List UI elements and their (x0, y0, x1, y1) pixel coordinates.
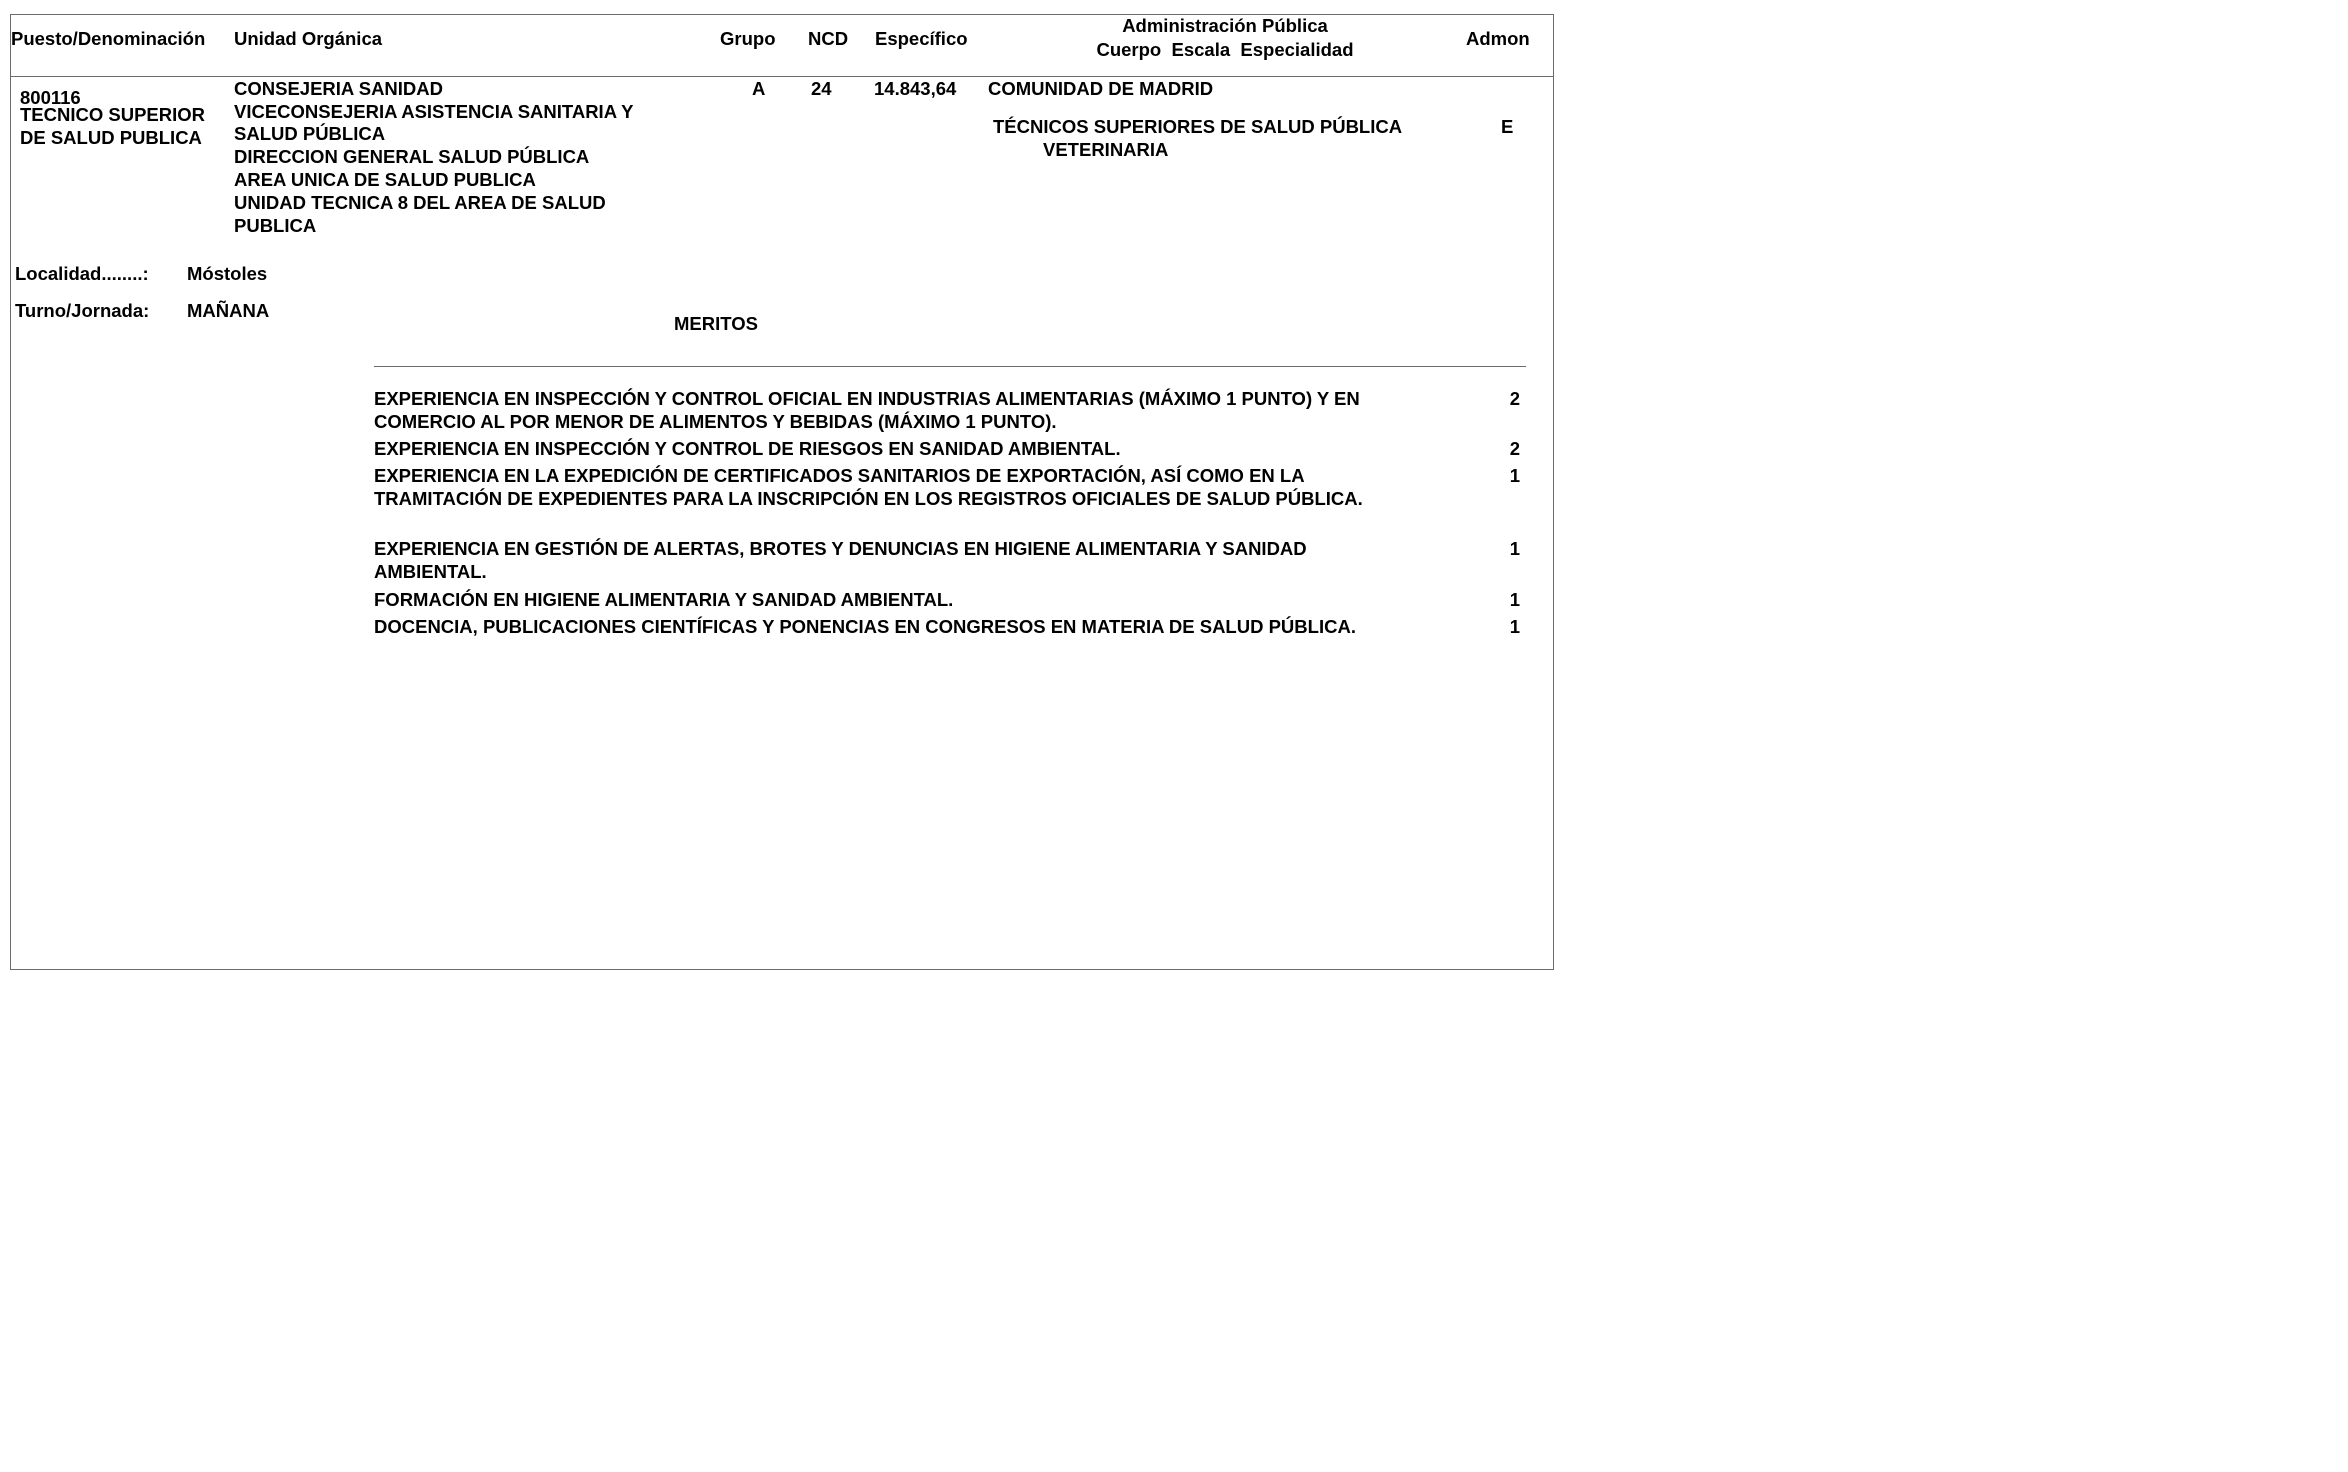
merito-item-6: DOCENCIA, PUBLICACIONES CIENTÍFICAS Y PONENCIAS EN CONGRESOS EN MATERIA DE SALUD PÚBLICA. (374, 616, 1356, 637)
merito-item-1: EXPERIENCIA EN INSPECCIÓN Y CONTROL OFICIAL EN INDUSTRIAS ALIMENTARIAS (MÁXIMO 1 PUNTO) Y EN COMERCIO AL POR MENOR DE ALIMENTOS Y BEBIDAS (MÁXIMO 1 PUNTO). (374, 388, 1360, 432)
merito-item-3: EXPERIENCIA EN LA EXPEDICIÓN DE CERTIFICADOS SANITARIOS DE EXPORTACIÓN, ASÍ COMO EN LA TRAMITACIÓN DE EXPEDIENTES PARA LA INSCRIPCIÓN EN LOS REGISTROS OFICIALES DE SALUD PÚBLICA. (374, 465, 1363, 509)
meritos-title: MERITOS (674, 313, 758, 334)
merito-score-3: 1 (1509, 465, 1520, 486)
header-cuerpo-escala: Cuerpo Escala Especialidad (1096, 39, 1354, 60)
header-especifico: Específico (875, 28, 968, 49)
merito-item-2: EXPERIENCIA EN INSPECCIÓN Y CONTROL DE RIESGOS EN SANIDAD AMBIENTAL. (374, 438, 1121, 459)
header-ncd: NCD (808, 28, 849, 49)
merito-score-5: 1 (1509, 589, 1520, 610)
localidad-value: Móstoles (187, 263, 268, 284)
merito-score-2: 2 (1509, 438, 1520, 459)
merito-score-4: 1 (1509, 538, 1520, 559)
localidad-label: Localidad........: (15, 263, 149, 284)
merito-score-1: 2 (1509, 388, 1520, 409)
unidad-organica-line-5: AREA UNICA DE SALUD PUBLICA (234, 169, 536, 190)
merito-item-5: FORMACIÓN EN HIGIENE ALIMENTARIA Y SANIDAD AMBIENTAL. (374, 589, 954, 610)
unidad-organica-line-3: SALUD PÚBLICA (234, 123, 386, 144)
puesto-denominacion-line-1: TECNICO SUPERIOR (20, 104, 206, 125)
admon-value: E (1501, 116, 1514, 137)
especialidad-value: VETERINARIA (1043, 139, 1169, 160)
unidad-organica-line-2: VICECONSEJERIA ASISTENCIA SANITARIA Y (234, 101, 634, 122)
merito-item-4: EXPERIENCIA EN GESTIÓN DE ALERTAS, BROTES Y DENUNCIAS EN HIGIENE ALIMENTARIA Y SANIDAD AMBIENTAL. (374, 538, 1307, 582)
header-unidad: Unidad Orgánica (234, 28, 383, 49)
header-grupo: Grupo (720, 28, 776, 49)
especifico-value: 14.843,64 (874, 78, 957, 99)
unidad-organica-line-7: PUBLICA (234, 215, 317, 236)
ncd-value: 24 (811, 78, 832, 99)
header-puesto: Puesto/Denominación (11, 28, 206, 49)
header-admon: Admon (1466, 28, 1530, 49)
cuerpo-value: TÉCNICOS SUPERIORES DE SALUD PÚBLICA (993, 116, 1403, 137)
administracion-value: COMUNIDAD DE MADRID (988, 78, 1214, 99)
grupo-value: A (752, 78, 766, 99)
header-admin-publica: Administración Pública (1122, 15, 1328, 36)
unidad-organica-line-1: CONSEJERIA SANIDAD (234, 78, 444, 99)
turno-value: MAÑANA (187, 300, 270, 321)
unidad-organica-line-4: DIRECCION GENERAL SALUD PÚBLICA (234, 146, 590, 167)
puesto-denominacion-line-2: DE SALUD PUBLICA (20, 127, 202, 148)
puesto-codigo: 800116 (20, 87, 81, 108)
turno-label: Turno/Jornada: (15, 300, 150, 321)
merito-score-6: 1 (1509, 616, 1520, 637)
meritos-divider (374, 366, 1526, 367)
unidad-organica-line-6: UNIDAD TECNICA 8 DEL AREA DE SALUD (234, 192, 606, 213)
